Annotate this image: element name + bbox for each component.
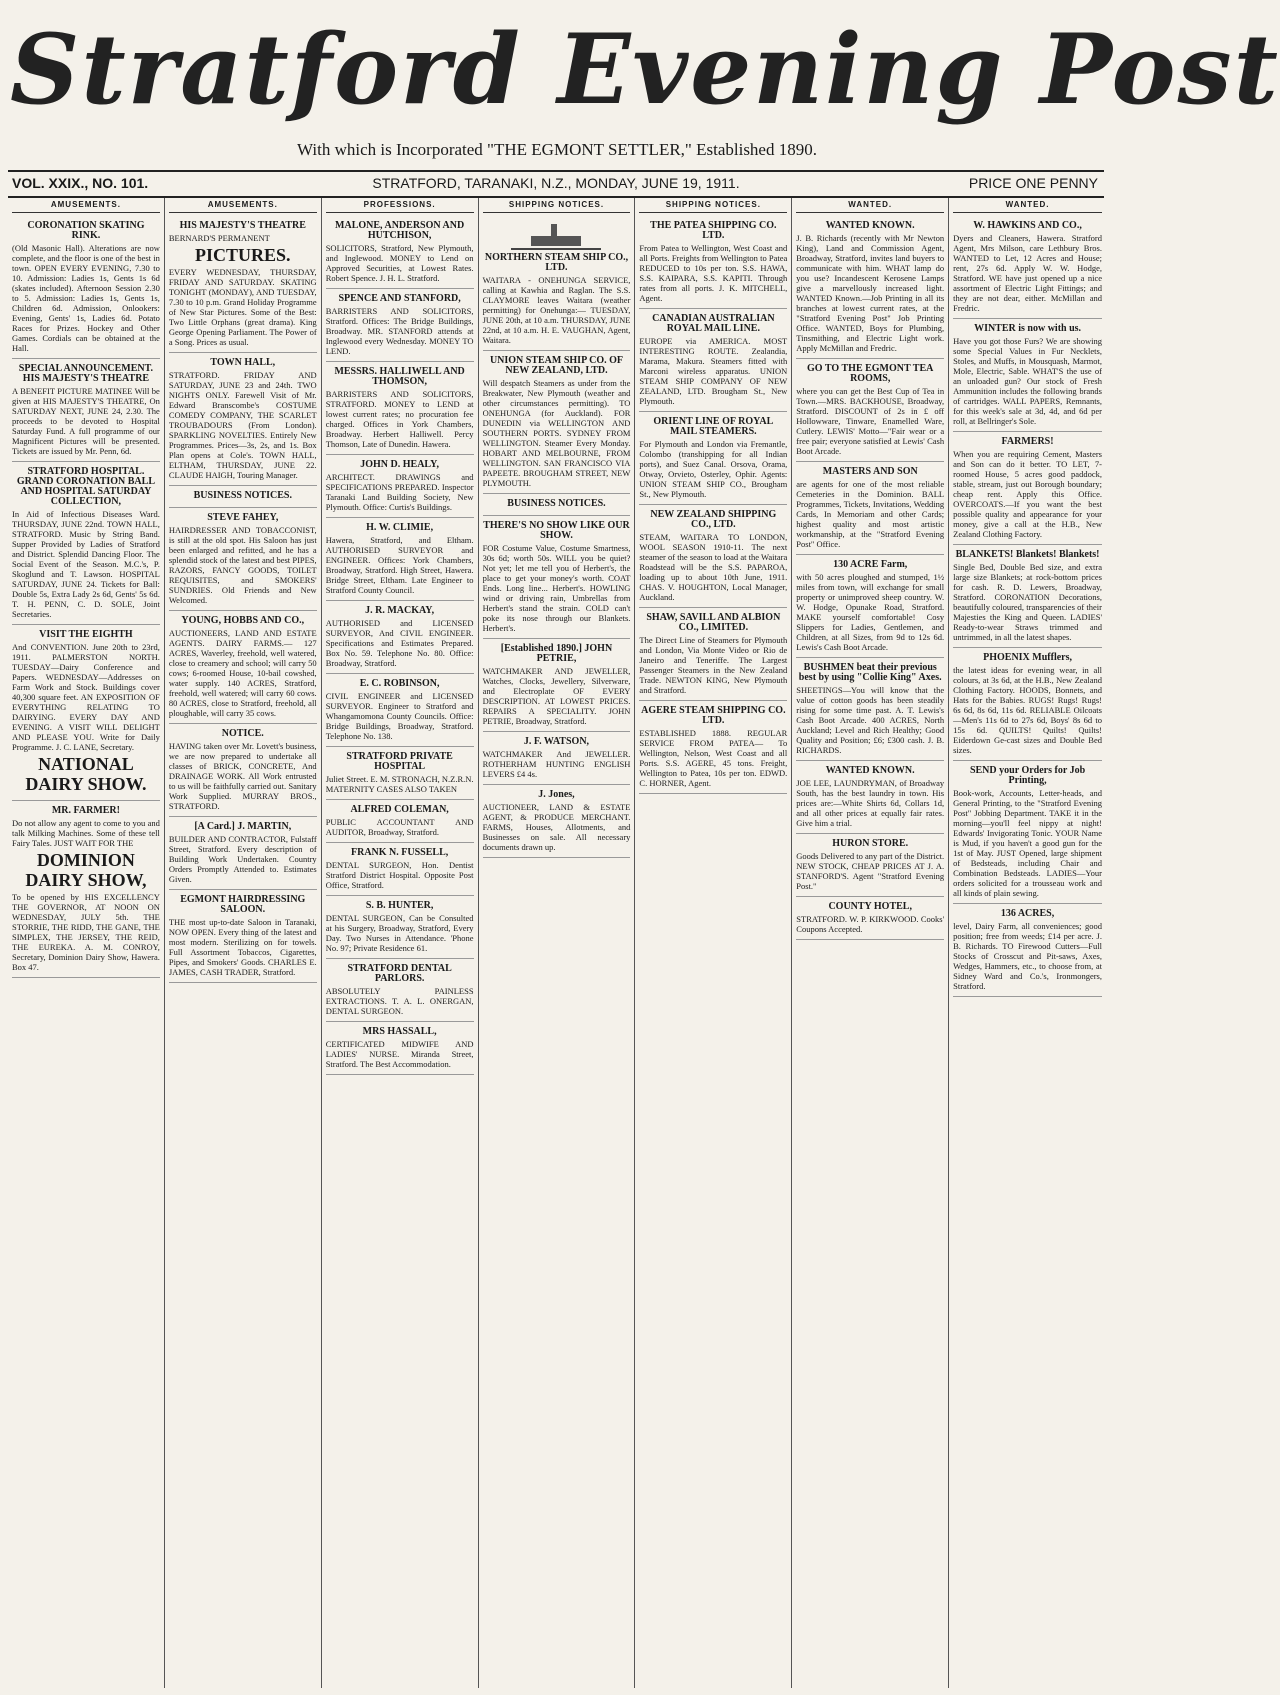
advertisement (326, 216, 474, 289)
column-heading: PROFESSIONS. (326, 198, 474, 213)
ad-title: STRATFORD HOSPITAL. GRAND CORONATION BALL AND HOSPITAL SATURDAY COLLECTION, (16, 466, 155, 507)
ad-body: WAITARA - ONEHUNGA SERVICE, calling at Kawhia and Raglan. The S.S. CLAYMORE leaves Waitara (weather permitting) for Onehunga:— TUESDAY, JUNE 20th, at 10 a.m. THURSDAY, JUNE 22nd, at 10 a.m. H. E. VAUGHAN, Agent, Waitara. (482, 275, 631, 345)
advertisement (326, 1022, 474, 1075)
ad-title: WINTER is now with us. (974, 323, 1082, 334)
ad-title: STRATFORD DENTAL PARLORS. (347, 963, 452, 984)
ad-body: STEAM, WAITARA TO LONDON, WOOL SEASON 1910-11. The next steamer of the season to load at the Waitara Roadstead will be the S.S. PAPAROA, loading up to about 10th June, 1911. CHAS. V. HOUGHTON, Local Manager, Auckland. (639, 532, 788, 602)
advertisement (953, 432, 1102, 545)
advertisement (796, 216, 944, 359)
advertisement (326, 601, 474, 674)
ad-title: SHAW, SAVILL AND ALBION CO., LIMITED. (646, 612, 781, 633)
ad-title: SPECIAL ANNOUNCEMENT. HIS MAJESTY'S THEATRE (18, 363, 154, 384)
ad-body: STRATFORD. FRIDAY AND SATURDAY, JUNE 23 and 24th. TWO NIGHTS ONLY. Farewell Visit of Mr. Edward Branscombe's COSTUME COMEDY COMPANY, THE SCARLET TROUBADOURS (From London). SPARKLING NOVELTIES. Entirely New Programmes. Prices—3s, 2s, and 1s. Box Plan opens at Cole's. TOWN HALL, ELTHAM, THURSDAY, JUNE 22. CLAUDE HAIGH, Touring Manager. (168, 370, 317, 480)
advertisement (326, 455, 474, 518)
ad-title: HIS MAJESTY'S THEATRE (179, 220, 306, 231)
advertisement (326, 362, 474, 455)
ad-title: MALONE, ANDERSON AND HUTCHISON, (335, 220, 465, 241)
advertisement (169, 486, 317, 508)
advertisement (326, 518, 474, 601)
ad-body: Have you got those Furs? We are showing some Special Values in Fur Necklets, Stoles, and Muffs, in Mousquash, Marmot, Mole, Electric, Sable. WHAT'S the use of an unloaded gun? Our stock of Fresh Ammunition includes the following brands of cartridges. WALL PAPERS, Remnants, for this week's sale at 3d, 4d, and 6d per roll, at Bellringer's Sole. (953, 336, 1102, 426)
ad-title: ORIENT LINE OF ROYAL MAIL STEAMERS. (653, 416, 774, 437)
ad-title: EGMONT HAIRDRESSING SALOON. (180, 894, 306, 915)
advertisement (796, 897, 944, 940)
ad-title: 136 ACRES, (1000, 908, 1055, 919)
ad-body: Dyers and Cleaners, Hawera. Stratford Agent, Mrs Milson, care Lethbury Bros. WANTED to Let, 12 Acres and House; rent, 27s 6d. Apply W. W. Hodge, Stratford. WE have just opened up a nice assortment of Electric Light Fittings; and they are not dear, either. McMillan and Fredric. (953, 233, 1102, 313)
ad-body: Juliet Street. E. M. STRONACH, N.Z.R.N. MATERNITY CASES ALSO TAKEN (325, 774, 474, 794)
ad-body: with 50 acres ploughed and stumped, 1½ miles from town, will exchange for small property or unimproved sheep country. W. W. Hodge, Opunake Road, Stratford. MAKE yourself comfortable! Cosy Slippers for Ladies, Gentlemen, and Children, at all Sizes, from 9d to 12s 6d. Lewis's Cash Boot Arcade. (796, 572, 945, 652)
ad-title: STRATFORD PRIVATE HOSPITAL (346, 751, 453, 772)
ad-title: FRANK N. FUSSELL, (351, 847, 449, 858)
advertisement (639, 216, 787, 309)
advertisement (953, 216, 1102, 319)
ad-title: NEW ZEALAND SHIPPING CO., LTD. (650, 509, 777, 530)
ad-body: WATCHMAKER AND JEWELLER, Watches, Clocks, Jewellery, Silverware, and Electroplate OF EVERY DESCRIPTION. AT LOWEST PRICES. REPAIRS A SPECIALITY. JOHN PETRIE, Broadway, Stratford. (482, 666, 631, 726)
column-5 (635, 198, 792, 1688)
ad-body: HAVING taken over Mr. Lovett's business, we are now prepared to undertake all classes of BRICK, CONCRETE, And DRAINAGE WORK. All Work entrusted to us will be faithfully carried out. Sanitary Work Supplied. MURRAY BROS., STRATFORD. (168, 741, 317, 811)
ad-title: THERE'S NO SHOW LIKE OUR SHOW. (483, 520, 630, 541)
advertisement (483, 732, 631, 785)
advertisement (326, 747, 474, 800)
ad-body: AUCTIONEERS, LAND AND ESTATE AGENTS. DAIRY FARMS.— 127 ACRES, Waverley, freehold, well watered, close to creamery and school; will carry 50 cows; 6-roomed House, 10-bail cowshed, water supply. 140 ACRES, Stratford, freehold, well watered; will carry 60 cows. 80 ACRES, close to Stratford, freehold, all ploughable, will carry 35 cows. (168, 628, 317, 718)
column-heading: AMUSEMENTS. (169, 198, 317, 213)
ad-title: [Established 1890.] JOHN PETRIE, (500, 643, 613, 664)
ad-title: SPENCE AND STANFORD, (338, 293, 461, 304)
advertisement (169, 611, 317, 724)
ad-title: WANTED KNOWN. (825, 765, 915, 776)
ad-headline: PICTURES. (195, 245, 291, 265)
ad-title: J. F. WATSON, (523, 736, 590, 747)
column-heading: WANTED. (953, 198, 1102, 213)
ad-body: FOR Costume Value, Costume Smartness, 30s 6d; worth 50s. WILL you be quiet? Not yet; let me tell you of Herbert's, the place to get your money's worth. COAT Ends. Long line... Herbert's. HOWLING wind or driving rain, Umbrellas from Herbert's stand the strain. COLD can't poke its nose through our Blankets. Herbert's. (482, 543, 631, 633)
advertisement (326, 843, 474, 896)
ad-body: EUROPE via AMERICA. MOST INTERESTING ROUTE. Zealandia, Marama, Makura. Steamers fitted with Marconi wireless apparatus. UNION STEAM SHIP COMPANY OF NEW ZEALAND, LTD. Brougham St., New Plymouth. (639, 336, 788, 406)
ad-body: ESTABLISHED 1888. REGULAR SERVICE FROM PATEA— To Wellington, Nelson, West Coast and all Ports. S.S. AGERE, 45 tons. Freight, Wellington to Patea, 10s per ton. EDWD. C. HORNER, Agent. (639, 728, 788, 788)
advertisement (483, 216, 631, 351)
ad-title: BUSINESS NOTICES. (507, 498, 606, 509)
advertisement (326, 289, 474, 362)
advertisement (483, 494, 631, 516)
advertisement (953, 761, 1102, 904)
ad-title: MRS HASSALL, (362, 1026, 437, 1037)
ad-body: A BENEFIT PICTURE MATINEE Will be given at HIS MAJESTY'S THEATRE, On SATURDAY NEXT, JUNE 24, 2.30. The proceeds to be devoted to Hospital Saturday Fund. A full programme of our Magnificent Pictures will be presented. Tickets are issued by Mr. Penn, 6d. (12, 386, 160, 456)
ad-title: ALFRED COLEMAN, (350, 804, 449, 815)
ad-body: PUBLIC ACCOUNTANT AND AUDITOR, Broadway, Stratford. (325, 817, 474, 837)
advertisement (796, 658, 944, 761)
ad-title: HURON STORE. (832, 838, 909, 849)
ad-title: UNION STEAM SHIP CO. OF NEW ZEALAND, LTD. (489, 355, 624, 376)
advertisement (639, 505, 787, 608)
masthead-title: Stratford Evening Post (10, 13, 1280, 126)
advertisement (953, 545, 1102, 648)
columns-container (8, 198, 1106, 1688)
ad-body: J. B. Richards (recently with Mr Newton King), Land and Commission Agent, Broadway, Stratford, invites land buyers to communicate with him. WHAT lamp do you use? Incandescent Kerosene Lamps give a marvellously increased light. WANTED Known.—Job Printing in all its branches at lowest current rates, at the "Stratford Evening Post" Job Printing Office. WANTED, Boys for Plumbing, Tinsmithing, and Electric Light work. Apply McMillan and Fredric. (796, 233, 945, 353)
volume-number: VOL. XXIX., NO. 101. (12, 175, 149, 191)
advertisement (326, 674, 474, 747)
ad-title: WANTED KNOWN. (825, 220, 915, 231)
advertisement (639, 412, 787, 505)
ad-title: J. R. MACKAY, (365, 605, 435, 616)
ad-body: DENTAL SURGEON, Can be Consulted at his Surgery, Broadway, Stratford, Every Day. Two Nurses in Attendance. 'Phone No. 97; Private Residence 61. (325, 913, 474, 953)
advertisement (483, 639, 631, 732)
column-6 (792, 198, 949, 1688)
column-4 (479, 198, 636, 1688)
ad-title: AGERE STEAM SHIPPING CO. LTD. (641, 705, 786, 726)
column-3 (322, 198, 479, 1688)
column-heading: SHIPPING NOTICES. (483, 198, 631, 213)
steamship-icon (511, 222, 601, 250)
ad-body: WATCHMAKER And JEWELLER. ROTHERHAM HUNTING ENGLISH LEVERS £4 4s. (482, 749, 631, 779)
ad-body: HAIRDRESSER AND TOBACCONIST, is still at the old spot. His Saloon has just been enlarged and refitted, and he has a splendid stock of the latest and best PIPES, RAZORS, FANCY GOODS, TOILET REQUISITES, and SMOKERS' SUNDRIES. Old Friends and New Welcomed. (168, 525, 317, 605)
ad-body: BERNARD'S PERMANENT (168, 233, 270, 243)
ad-title: COUNTY HOTEL, (828, 901, 912, 912)
issue-date: STRATFORD, TARANAKI, N.Z., MONDAY, JUNE 19, 1911. (372, 175, 740, 191)
ad-title: SEND your Orders for Job Printing, (969, 765, 1086, 786)
ad-title: BUSINESS NOTICES. (193, 490, 292, 501)
advertisement (326, 896, 474, 959)
ad-title: FARMERS! (1001, 436, 1054, 447)
ad-body: CIVIL ENGINEER and LICENSED SURVEYOR. Engineer to Stratford and Whangamomona County Councils. Office: Bridge Buildings, Broadway, Stratford. Telephone No. 138. (325, 691, 474, 741)
ad-body: Will despatch Steamers as under from the Breakwater, New Plymouth (weather and other circumstances permitting). TO ONEHUNGA (for Auckland). FOR DUNEDIN via WELLINGTON AND SOUTHERN PORTS. SYDNEY FROM WELLINGTON. Steamer Every Monday. HOBART AND MELBOURNE, FROM WELLINGTON. SAN FRANCISCO VIA PAPEETE. BROUGHAM STREET, NEW PLYMOUTH. (482, 378, 631, 488)
advertisement (169, 890, 317, 983)
advertisement (796, 462, 944, 555)
ad-body: (Old Masonic Hall). Alterations are now complete, and the floor is one of the best in town. OPEN EVERY EVENING, 7.30 to 10. Admission: Ladies 1s, Gents 1s 6d (skates included). Afternoon Session 2.30 to 5. Admission: Ladies 1s, Gents 1s, Children 6d. Admission, Onlookers: Evening, Gents' 1s, Ladies 6d. Potato Races for Prizes. Hockey and Other Games. Cordials can be obtained at the Hall. (12, 243, 160, 353)
ad-title: BLANKETS! Blankets! Blankets! (955, 549, 1100, 560)
advertisement (796, 359, 944, 462)
advertisement (483, 351, 631, 494)
advertisement (953, 319, 1102, 432)
ad-title: MASTERS AND SON (822, 466, 918, 477)
ad-headline: NATIONAL DAIRY SHOW. (25, 754, 147, 794)
advertisement (953, 648, 1102, 761)
column-heading: SHIPPING NOTICES. (639, 198, 787, 213)
column-heading: AMUSEMENTS. (12, 198, 160, 213)
column-1 (8, 198, 165, 1688)
ad-body: JOE LEE, LAUNDRYMAN, of Broadway South, has the best laundry in town. His prices are:—White Shirts 6d, Collars 1d, and all other prices at equally fair rates. Give him a trial. (796, 778, 945, 828)
price: PRICE ONE PENNY (968, 175, 1098, 191)
ad-headline: DOMINION DAIRY SHOW, (25, 850, 147, 890)
ad-body: BUILDER AND CONTRACTOR, Fulstaff Street, Stratford. Every description of Building Work Undertaken. Country Orders Promptly Attended to. Estimates Given. (168, 834, 317, 884)
ad-title: STEVE FAHEY, (207, 512, 279, 523)
ad-body: And CONVENTION. June 20th to 23rd, 1911. PALMERSTON NORTH. TUESDAY—Dairy Conference and Papers. WEDNESDAY—Addresses on Farm Work and Stock. Buildings cover 40,300 square feet. AN EXPOSITION OF EVERYTHING RELATING TO DAIRYING. EVERY DAY AND EVENING. A VISIT WILL DELIGHT AND PLEASE YOU. Write for Daily Programme. J. C. LANE, Secretary. (12, 642, 160, 752)
ad-body: where you can get the Best Cup of Tea in Town.—MRS. BACKHOUSE, Broadway, Stratford. DISCOUNT of 2s in £ off Hollowware, Tinware, Enamelled Ware, Cutlery. LEWIS' Motto—"Fair wear or a free pair; everyone satisfied at Lewis' Cash Boot Arcade. (796, 386, 945, 456)
ad-body: CERTIFICATED MIDWIFE AND LADIES' NURSE. Miranda Street, Stratford. The Best Accommodation. (325, 1039, 474, 1069)
advertisement (639, 701, 787, 794)
ad-body: SHEETINGS—You will know that the value of cotton goods has been steadily rising for some time past. A. T. Lewis's Cash Boot Arcade. 400 ACRES, North Auckland; Level and Rich Healthy; Good Quality and Position; £6; £300 cash. J. B. RICHARDS. (796, 685, 945, 755)
ad-title: H. W. CLIMIE, (366, 522, 434, 533)
ad-title: W. HAWKINS AND CO., (973, 220, 1082, 231)
ad-title: TOWN HALL, (210, 357, 276, 368)
ad-body: ARCHITECT. DRAWINGS and SPECIFICATIONS PREPARED. Inspector Taranaki Land Building Society, New Plymouth. Office: Curtis's Buildings. (325, 472, 474, 512)
ad-body: AUTHORISED and LICENSED SURVEYOR, And CIVIL ENGINEER. Specifications and Estimates Prepared. Box No. 59. Telephone No. 80. Office: Broadway, Stratford. (325, 618, 474, 668)
ad-body-continued: EVERY WEDNESDAY, THURSDAY, FRIDAY AND SATURDAY. SKATING TONIGHT (MONDAY), AND TUESDAY, 7.30 to 10 p.m. Grand Holiday Programme of New Star Pictures. Some of the Best: Two Little Orphans (great drama). King George Opening Parliament. The Power of a Song. Prices as usual. (168, 267, 317, 347)
advertisement (12, 625, 160, 801)
dateline-bar (8, 170, 1104, 198)
ad-body: Hawera, Stratford, and Eltham. AUTHORISED SURVEYOR and ENGINEER. Offices: York Chambers, Broadway, Stratford. High Street, Hawera. Bridge Street, Eltham. Late Engineer to Stratford County Council. (325, 535, 474, 595)
ad-title: 130 ACRE Farm, (833, 559, 908, 570)
ad-title: MESSRS. HALLIWELL AND THOMSON, (334, 366, 465, 387)
advertisement (796, 555, 944, 658)
ad-title: MR. FARMER! (51, 805, 120, 816)
advertisement (12, 359, 160, 462)
advertisement (169, 508, 317, 611)
advertisement (169, 216, 317, 353)
advertisement (169, 724, 317, 817)
ad-title: THE PATEA SHIPPING CO. LTD. (650, 220, 777, 241)
advertisement (796, 834, 944, 897)
advertisement (169, 817, 317, 890)
advertisement (326, 959, 474, 1022)
ad-title: GO TO THE EGMONT TEA ROOMS, (807, 363, 934, 384)
ad-title: BUSHMEN beat their previous best by using "Collie King" Axes. (798, 662, 942, 683)
ad-body: Book-work, Accounts, Letter-heads, and General Printing, to the "Stratford Evening Post" Jobbing Department. TAKE it in the morning—you'll feel nippy at night! Edwards' Invigorating Tonic. YOUR Name is Mud, if you haven't a good gun for the 1st of May. JUST Opened, large shipment of Bedsteads, including Chair and Combination Bedsteads. LADIES—Your orders solicited for a trousseau work and all kinds of plain sewing. (953, 788, 1102, 898)
ad-title: S. B. HUNTER, (365, 900, 434, 911)
ad-title: NOTICE. (221, 728, 264, 739)
advertisement (12, 216, 160, 359)
ad-body: the latest ideas for evening wear, in all colours, at 3s 6d, at the H.B., New Zealand Clothing Factory. HOODS, Bonnets, and Hats for the Babies. RUGS! Rugs! Rugs! 6s 6d, 8s 6d, 11s 6d. RELIABLE Oilcoats—Men's 11s 6d to 27s 6d, Boys' 8s 6d to 15s 6d. QUILTS! Quilts! Quilts! Eiderdown Ge-cast sizes and Double Bed sizes. (953, 665, 1102, 755)
ad-title: [A Card.] J. MARTIN, (194, 821, 292, 832)
ad-title: PHOENIX Mufflers, (983, 652, 1072, 663)
ad-body: Single Bed, Double Bed size, and extra large size Blankets; at rock-bottom prices for cash. R. D. Lewers, Broadway, Stratford. CORONATION Decorations, beautifully coloured, transparencies of their Majesties the King and Queen. LADIES' Ready-to-wear Straws trimmed and untrimmed, in all the latest shapes. (953, 562, 1102, 642)
ad-body: Goods Delivered to any part of the District. NEW STOCK, CHEAP PRICES AT J. A. STANFORD'S. Agent "Stratford Evening Post." (796, 851, 945, 891)
ad-title: JOHN D. HEALY, (360, 459, 439, 470)
ad-body: The Direct Line of Steamers for Plymouth and London, Via Monte Video or Rio de Janeiro and Teneriffe. The Largest Passenger Steamers in the New Zealand Trade. NEWTON KING, New Plymouth and Stratford. (639, 635, 788, 695)
column-heading: WANTED. (796, 198, 944, 213)
ad-body-continued: To be opened by HIS EXCELLENCY THE GOVERNOR, AT NOON ON WEDNESDAY, JULY 5th. THE STORRIE, THE RIDD, THE GANE, THE SIMPLEX, THE JERSEY, THE REID, THE EUREKA. A. M. CONROY, Secretary, Dominion Dairy Show, Hawera. Box 47. (12, 892, 160, 972)
ad-body: From Patea to Wellington, West Coast and all Ports. Freights from Wellington to Patea REDUCED to 10s per ton. S.S. HAWA, S.S. KAIPARA, S.S. KAPITI. Through rates from all ports. J. K. MITCHELL, Agent. (639, 243, 788, 303)
ad-body: THE most up-to-date Saloon in Taranaki, NOW OPEN. Every thing of the latest and most modern. Sterilizing on for towels. Full Assortment Tobaccos, Cigarettes, Pipes, and Smokers' Goods. CHARLES E. JAMES, CASH TRADER, Stratford. (168, 917, 317, 977)
advertisement (639, 309, 787, 412)
ad-body: When you are requiring Cement, Masters and Son can do it better. TO LET, 7-roomed House, 5 acres good paddock, stable, stream, just out Borough boundary; cheap rent. Apply this Office. OVERCOATS.—If you want the best possible quality and appearance for your money, give a call at the H.B., New Zealand Clothing Factory. (953, 449, 1102, 539)
advertisement (12, 801, 160, 978)
ad-body: DENTAL SURGEON, Hon. Dentist Stratford District Hospital. Opposite Post Office, Stratford. (325, 860, 474, 890)
advertisement (12, 462, 160, 625)
ad-body: For Plymouth and London via Fremantle, Colombo (transhipping for all Indian ports), and Suez Canal. Orsova, Orama, Otway, Orvieto, Osterley, Ophir. Agents: UNION STEAM SHIP CO., Brougham St., New Plymouth. (639, 439, 788, 499)
advertisement (169, 353, 317, 486)
column-7 (949, 198, 1106, 1688)
ad-body: are agents for one of the most reliable Cemeteries in the Dominion. BALL Programmes, Tickets, Invitations, Wedding Cards, In Memoriam and other Cards; highest quality and most artistic workmanship, at the "Stratford Evening Post" Office. (796, 479, 945, 549)
ad-title: NORTHERN STEAM SHIP CO., LTD. (484, 252, 629, 273)
ad-body: BARRISTERS AND SOLICITORS, Stratford. Offices: The Bridge Buildings, Broadway. MR. STANFORD attends at Inglewood every Wednesday. MONEY TO LEND. (325, 306, 474, 356)
advertisement (953, 904, 1102, 997)
ad-body: level, Dairy Farm, all conveniences; good position; free from weeds; £14 per acre. J. B. Richards. TO Firewood Cutters—Full Stocks of Crosscut and Pit-saws, Axes, Wedges, Hammers, etc., to choose from, at Sidney Ward and Co.'s, Ironmongers, Stratford. (953, 921, 1102, 991)
advertisement (483, 785, 631, 858)
masthead-subtitle: With which is Incorporated "THE EGMONT SETTLER," Established 1890. (297, 140, 817, 159)
ad-body: AUCTIONEER, LAND & ESTATE AGENT, & PRODUCE MERCHANT. FARMS, Houses, Allotments, and Businesses on sale. All necessary documents drawn up. (482, 802, 631, 852)
ad-title: YOUNG, HOBBS AND CO., (181, 615, 305, 626)
ad-title: CORONATION SKATING RINK. (27, 220, 145, 241)
advertisement (639, 608, 787, 701)
ad-body: In Aid of Infectious Diseases Ward. THURSDAY, JUNE 22nd. TOWN HALL, STRATFORD. Music by String Band. Supper Provided by Ladies of Stratford and District. Splendid Dancing Floor. The Social Event of the Season. M.C.'s, P. Skoglund and T. Lawson. HOSPITAL SATURDAY, JUNE 24. Tickets for Ball: Double 5s, Extra Lady 2s 6d, Gents' 5s 6d. T. H. PENN, C. D. SOLE, Joint Secretaries. (12, 509, 160, 619)
ad-body: ABSOLUTELY PAINLESS EXTRACTIONS. T. A. L. ONERGAN, DENTAL SURGEON. (325, 986, 474, 1016)
ad-title: VISIT THE EIGHTH (39, 629, 133, 640)
ad-title: CANADIAN AUSTRALIAN ROYAL MAIL LINE. (652, 313, 775, 334)
column-2 (165, 198, 322, 1688)
ad-title: J. Jones, (538, 789, 575, 800)
ad-title: E. C. ROBINSON, (359, 678, 440, 689)
ad-body: Do not allow any agent to come to you and talk Milking Machines. Some of these tell Fairy Tales. JUST WAIT FOR THE (12, 818, 160, 848)
ad-body: STRATFORD. W. P. KIRKWOOD. Cooks' Coupons Accepted. (796, 914, 945, 934)
advertisement (326, 800, 474, 843)
advertisement (796, 761, 944, 834)
advertisement (483, 516, 631, 639)
ad-body: BARRISTERS AND SOLICITORS, STRATFORD. MONEY to LEND at lowest current rates; no procuration fee charged. Offices in York Chambers, Broadway. Herbert Halliwell. Percy Thomson, Late of Dunedin. Hawera. (325, 389, 474, 449)
ad-body: SOLICITORS, Stratford, New Plymouth, and Inglewood. MONEY to Lend on Approved Securities, at Lowest Rates. Robert Spence. J. H. L. Stratford. (325, 243, 474, 283)
